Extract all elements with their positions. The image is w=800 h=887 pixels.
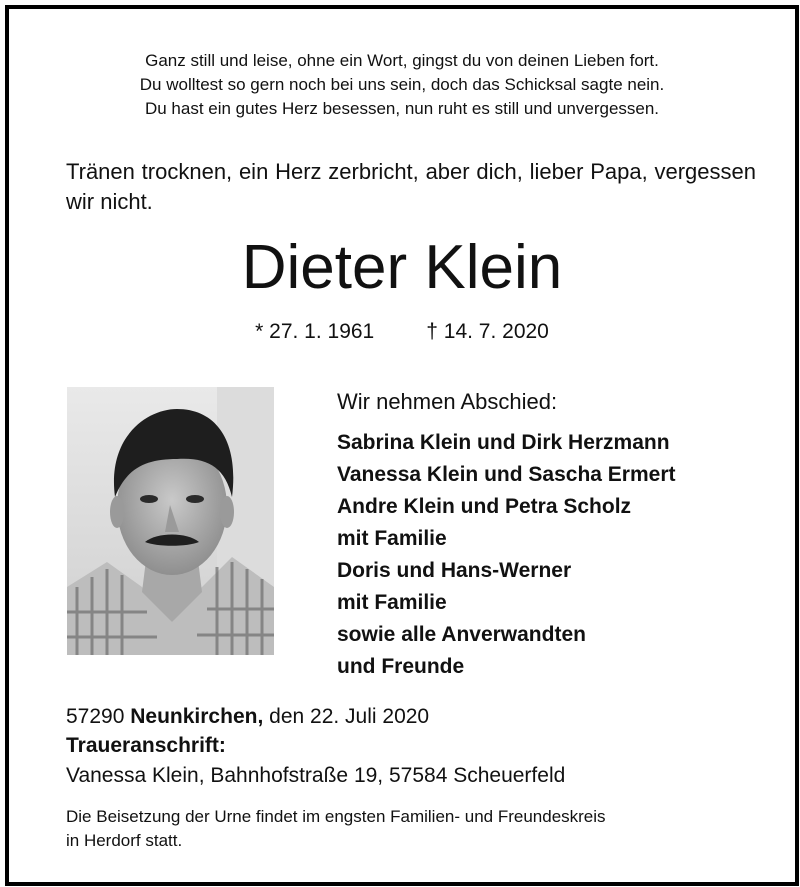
mourner-entry <box>337 622 675 680</box>
quote: Tränen trocknen, ein Herz zerbricht, aber dich, lieber Papa, vergessen wir nicht. <box>66 159 756 214</box>
note-line: in Herdorf statt. <box>66 831 183 850</box>
town: Neunkirchen, <box>130 705 264 728</box>
mourners-heading: Wir nehmen Abschied: <box>337 389 558 414</box>
mourners-list <box>337 430 675 686</box>
address-label: Traueranschrift: <box>66 734 226 757</box>
notice-date: den 22. Juli 2020 <box>269 705 430 728</box>
death-date: † 14. 7. 2020 <box>426 320 549 343</box>
deceased-name: Dieter Klein <box>241 233 563 302</box>
portrait-photo <box>67 387 274 655</box>
mourning-address: Vanessa Klein, Bahnhofstraße 19, 57584 Scheuerfeld <box>66 764 566 787</box>
mourner-line: Sabrina Klein und Dirk Herzmann <box>337 431 670 454</box>
poem <box>9 49 795 121</box>
zip-code: 57290 <box>66 705 125 728</box>
mourner-line: mit Familie <box>337 591 447 614</box>
poem-line: Ganz still und leise, ohne ein Wort, gingst du von deinen Lieben fort. <box>145 51 659 70</box>
mourner-line: sowie alle Anverwandten <box>337 623 586 646</box>
mourner-line: Vanessa Klein und Sascha Ermert <box>337 463 676 486</box>
mourner-entry <box>337 430 675 456</box>
mourner-line: Doris und Hans-Werner <box>337 559 572 582</box>
burial-note <box>66 805 766 853</box>
mourner-line: und Freunde <box>337 655 465 678</box>
mourner-entry <box>337 494 675 552</box>
poem-line: Du wolltest so gern noch bei uns sein, doch das Schicksal sagte nein. <box>139 75 665 94</box>
obituary-notice <box>5 5 799 886</box>
mourner-line: mit Familie <box>337 527 447 550</box>
life-dates <box>9 317 795 347</box>
mourner-entry <box>337 462 675 488</box>
place-and-date <box>66 703 429 731</box>
note-line: Die Beisetzung der Urne findet im engsten Familien- und Freundeskreis <box>66 807 606 826</box>
poem-line: Du hast ein gutes Herz besessen, nun ruht es still und unvergessen. <box>144 99 660 118</box>
mourner-line: Andre Klein und Petra Scholz <box>337 495 632 518</box>
birth-date: * 27. 1. 1961 <box>255 320 375 343</box>
mourner-entry <box>337 558 675 616</box>
portrait-image <box>67 387 274 655</box>
